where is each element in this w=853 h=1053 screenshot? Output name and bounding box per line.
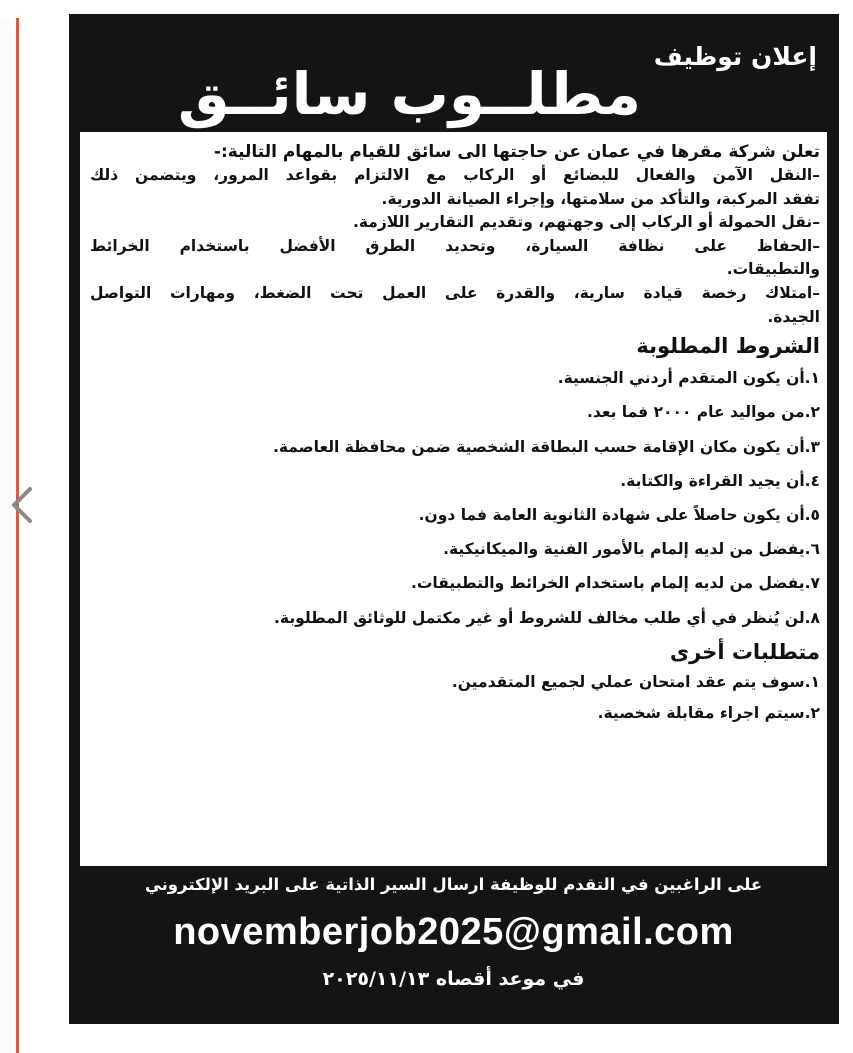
other-requirement-item: ٢.سيتم اجراء مقابلة شخصية. (597, 703, 820, 722)
adjacent-page-edge (0, 18, 19, 1053)
requirement-item: ٥.أن يكون حاصلاً على شهادة الثانوية العامة فما دون. (418, 505, 820, 524)
requirement-item: ٢.من مواليد عام ٢٠٠٠ فما بعد. (586, 403, 820, 422)
requirement-item: ٧.يفضل من لديه إلمام باستخدام الخرائط والتطبيقات. (410, 574, 820, 593)
duty-line: الجيدة. (767, 307, 820, 326)
ad-content (90, 140, 820, 729)
chevron-left-icon (8, 485, 38, 525)
contact-email: novemberjob2025@gmail.com (173, 911, 734, 953)
ad-type-label: إعلان توظيف (653, 42, 817, 71)
ad-footer (80, 866, 827, 1016)
application-deadline: في موعد أقصاه ٢٠٢٥/١١/١٣ (322, 968, 585, 990)
requirement-item: ٦.يفضل من لديه إلمام بالأمور الفنية والميكانيكية. (443, 540, 820, 559)
duty-line: –الحفاظ على نظافة السيارة، وتحديد الطرق الأفضل باستخدام الخرائط (90, 236, 820, 255)
intro-text: تعلن شركة مقرها في عمان عن حاجتها الى سائق للقيام بالمهام التالية:- (213, 142, 820, 162)
previous-page-button[interactable] (8, 485, 38, 525)
other-requirements-heading: متطلبات أخرى (669, 639, 820, 664)
ad-title: مطلــوب سائــق (177, 60, 641, 128)
requirements-heading: الشروط المطلوبة (636, 334, 820, 359)
duty-line: تفقد المركبة، والتأكد من سلامتها، وإجراء الصيانة الدورية. (381, 189, 820, 208)
duty-line: –امتلاك رخصة قيادة سارية، والقدرة على العمل تحت الضغط، ومهارات التواصل (90, 283, 820, 302)
duty-line: –نقل الحمولة أو الركاب إلى وجهتهم، وتقديم التقارير اللازمة. (352, 213, 820, 232)
duty-line: والتطبيقات. (726, 260, 820, 279)
requirement-item: ٣.أن يكون مكان الإقامة حسب البطاقة الشخصية ضمن محافظة العاصمة. (273, 437, 820, 456)
duty-line: –النقل الآمن والفعال للبضائع أو الركاب مع الالتزام بقواعد المرور، ويتضمن ذلك (90, 166, 820, 184)
requirement-item: ١.أن يكون المتقدم أردني الجنسية. (557, 369, 820, 388)
other-requirement-item: ١.سوف يتم عقد امتحان عملي لجميع المتقدمين. (451, 672, 820, 691)
application-instruction: على الراغبين في التقدم للوظيفة ارسال السير الذاتية على البريد الإلكتروني (144, 875, 763, 894)
requirement-item: ٤.أن يجيد القراءة والكتابة. (620, 471, 820, 490)
requirement-item: ٨.لن يُنظر في أي طلب مخالف للشروط أو غير مكتمل للوثائق المطلوبة. (274, 608, 820, 627)
